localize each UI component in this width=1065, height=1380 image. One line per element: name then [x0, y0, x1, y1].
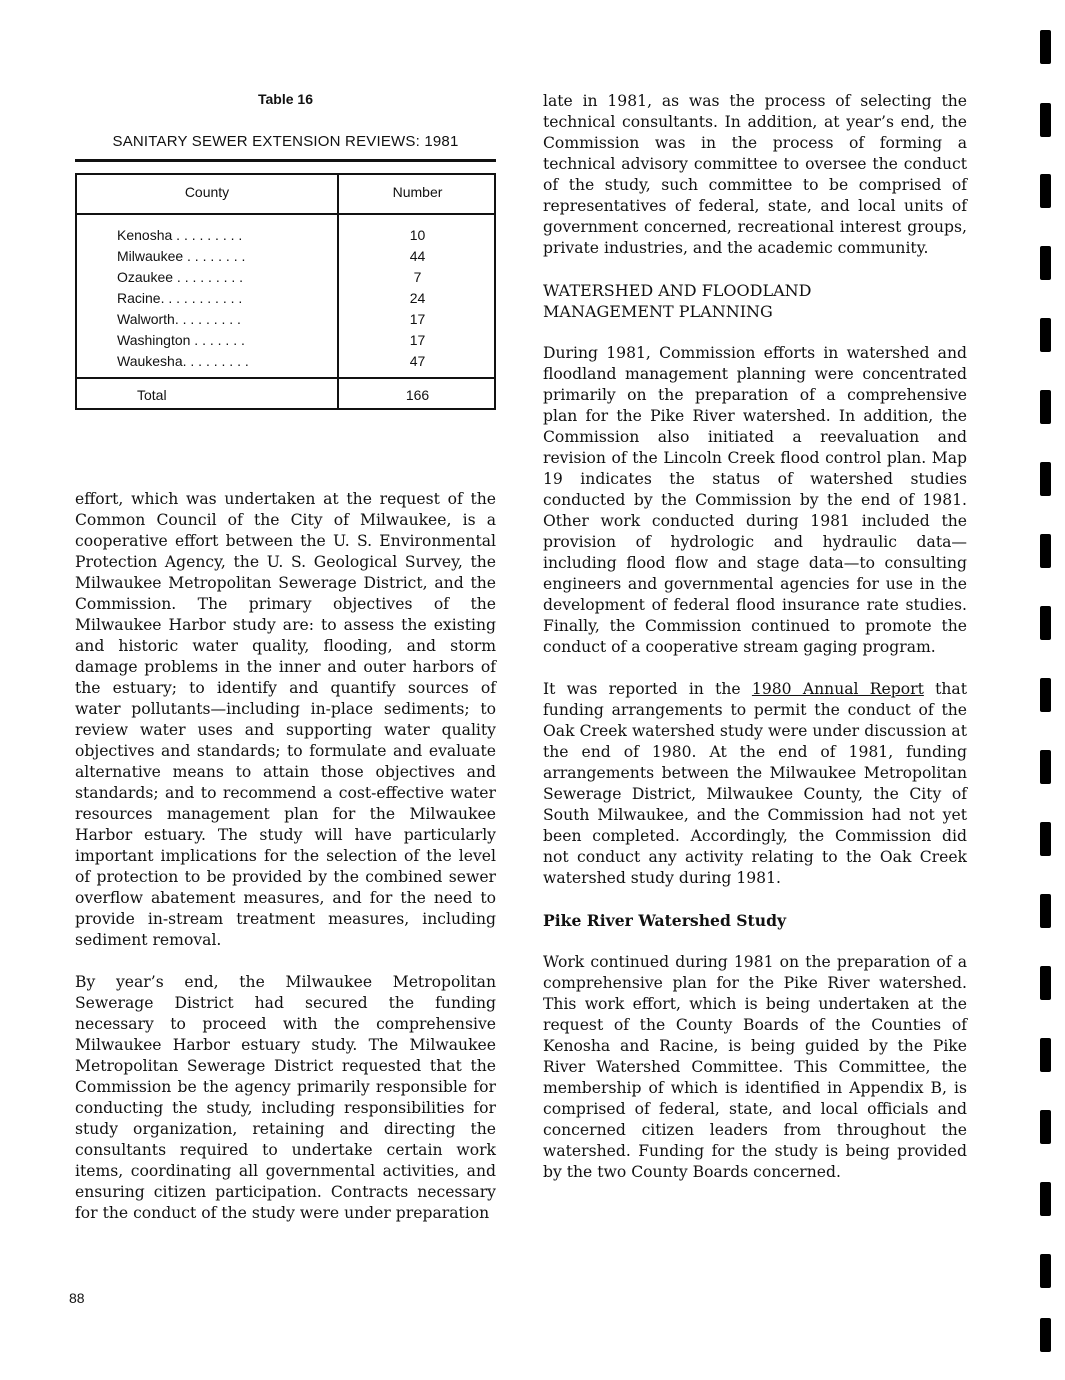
total-value: 166 [405, 387, 430, 403]
county-name: Walworth. . . . . . . . . [117, 311, 241, 327]
body-paragraph: By year’s end, the Milwaukee Metropolitan Sewerage District had secured the funding necessary to proceed with the comprehensive Milwaukee Harbor estuary study. The Milwaukee Metropolitan Sewerage District requested that the Commission be the agency primarily responsible for conducting the study, including responsibilities for study organization, retaining and directing the consultants required to undertake certain work items, coordinating all governmental activities, and ensuring citizen participation. Contracts necessary for the conduct of the study were under preparation [75, 973, 496, 1222]
body-paragraph: late in 1981, as was the process of selecting the technical consultants. In addition, at year’s end, the Commission was in the process of forming a technical advisory committee to oversee the conduct of the study, such committee to be comprised of representatives of federal, state, and local units of government concerned, recreational interest groups, private industries, and the academic community. [543, 92, 967, 257]
body-paragraph: During 1981, Commission efforts in watershed and floodland management planning were concentrated primarily on the preparation of a comprehensive plan for the Pike River watershed. In addition, the Commission also initiated a reevaluation and revision of the Lincoln Creek flood control plan. Map 19 indicates the status of watershed studies conducted by the Commission by the end of 1981. Other work conducted during 1981 included the provision of hydrologic and hydraulic data—including flood flow and stage data—to consulting engineers and governmental agencies for use in the development of federal flood insurance rate studies. Finally, the Commission continued to promote the conduct of a cooperative stream gaging program. [543, 344, 967, 656]
county-count: 17 [409, 332, 426, 348]
scan-mark [1040, 1182, 1051, 1216]
county-count: 7 [413, 269, 422, 285]
county-name: Racine. . . . . . . . . . . [117, 290, 243, 306]
table-row [77, 309, 494, 330]
scan-mark [1040, 318, 1051, 352]
table-rule [75, 159, 496, 162]
body-paragraph: effort, which was undertaken at the request of the Common Council of the City of Milwaukee, is a cooperative effort between the U. S. Environmental Protection Agency, the U. S. Geological Survey, the Milwaukee Metropolitan Sewerage District, and the Commission. The primary objectives of the Milwaukee Harbor study are: to assess the existing and historic water quality, flooding, and storm damage problems in the inner and outer harbors of the estuary; to identify and quantify sources of water pollutants—including in-place sediments; to review water uses and supporting water quality objectives and standards; to formulate and evaluate alternative means to attain those objectives and standards; and to recommend a cost-effective water resources management plan for the Milwaukee Harbor estuary. The study will have particularly important implications for the selection of the level of protection to be provided by the combined sewer overflow abatement measures, and for the need to provide in-stream treatment measures, including sediment removal. [75, 490, 496, 949]
section-heading-line: WATERSHED AND FLOODLAND [543, 281, 812, 300]
table-row [77, 246, 494, 267]
county-count: 17 [409, 311, 426, 327]
subsection-heading: Pike River Watershed Study [543, 911, 787, 930]
county-name: Milwaukee . . . . . . . . [117, 248, 246, 264]
section-heading-line: MANAGEMENT PLANNING [543, 302, 773, 321]
body-paragraph: Work continued during 1981 on the preparation of a comprehensive plan for the Pike River watershed. This work effort, which is being undertaken at the request of the County Boards of the Counties of Kenosha and Racine, is being guided by the Pike River Watershed Committee. This Committee, the membership of which is identified in Appendix B, is comprised of federal, state, and local officials and concerned citizen leaders from throughout the watershed. Funding for the study is being provided by the two County Boards concerned. [543, 953, 967, 1181]
scan-mark [1040, 1038, 1051, 1072]
table-row [77, 330, 494, 351]
county-count: 47 [409, 353, 426, 369]
county-name: Kenosha . . . . . . . . . [117, 227, 243, 243]
scan-mark [1040, 822, 1051, 856]
scan-mark [1040, 1110, 1051, 1144]
table-number: Table 16 [258, 91, 313, 107]
table-row [77, 267, 494, 288]
scan-mark [1040, 390, 1051, 424]
county-name: Waukesha. . . . . . . . . [117, 353, 249, 369]
scan-mark [1040, 678, 1051, 712]
header-county: County [184, 184, 230, 200]
scan-mark [1040, 1254, 1051, 1288]
county-name: Washington . . . . . . . [117, 332, 245, 348]
scan-mark [1040, 894, 1051, 928]
text-run: It was reported in the [543, 680, 752, 698]
sewer-review-table [75, 173, 496, 410]
scan-mark [1040, 606, 1051, 640]
left-column [75, 489, 496, 1224]
scan-mark [1040, 1318, 1051, 1352]
page-number: 88 [69, 1290, 85, 1306]
table-row [77, 288, 494, 309]
scan-mark [1040, 174, 1051, 208]
header-number: Number [392, 184, 443, 200]
body-paragraph [543, 679, 967, 889]
scan-mark [1040, 246, 1051, 280]
scan-mark [1040, 750, 1051, 784]
county-count: 10 [409, 227, 426, 243]
scan-mark [1040, 462, 1051, 496]
report-title: 1980 Annual Report [751, 680, 924, 698]
total-label: Total [137, 387, 167, 403]
right-column [543, 91, 967, 1183]
county-name: Ozaukee . . . . . . . . . [117, 269, 244, 285]
county-count: 24 [409, 290, 426, 306]
table-header-divider [77, 213, 494, 215]
text-run: that funding arrangements to permit the conduct of the Oak Creek watershed study were under discussion at the end of 1980. At the end of 1981, funding arrangements between the Milwaukee Metropolitan Sewerage District, Milwaukee County, the City of South Milwaukee, and the Commission had not yet been completed. Accordingly, the Commission did not conduct any activity relating to the Oak Creek watershed study during 1981. [543, 680, 967, 887]
table-total-divider [77, 377, 494, 379]
scan-mark [1040, 30, 1051, 64]
section-heading [543, 280, 967, 322]
county-count: 44 [409, 248, 426, 264]
table-row [77, 225, 494, 246]
table-title: SANITARY SEWER EXTENSION REVIEWS: 1981 [112, 133, 459, 150]
table-total-row [77, 385, 494, 406]
table-row [77, 351, 494, 372]
scan-mark [1040, 966, 1051, 1000]
scan-mark [1040, 103, 1051, 137]
scan-mark [1040, 534, 1051, 568]
